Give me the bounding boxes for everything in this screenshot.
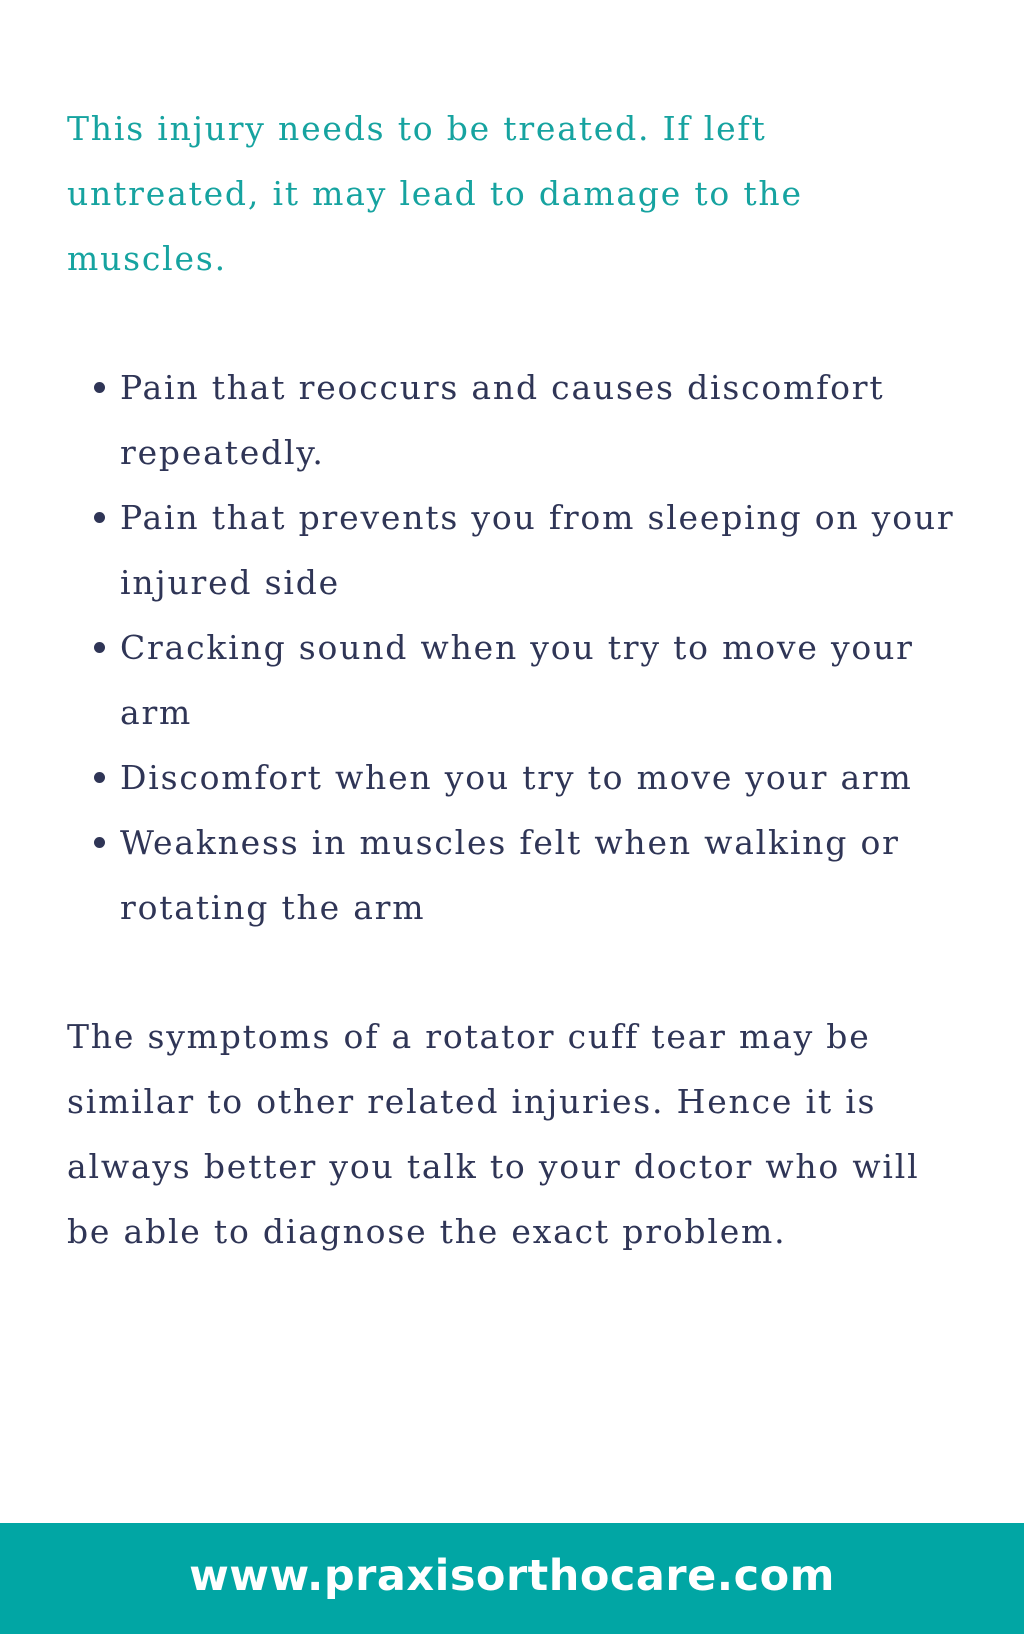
list-item (120, 355, 964, 485)
intro-paragraph: This injury needs to be treated. If left untreated, it may lead to damage to the muscles. (67, 109, 803, 278)
bullet-icon (94, 837, 105, 848)
closing-paragraph: The symptoms of a rotator cuff tear may be similar to other related injuries. Hence it is always better you talk to your doctor who will be able to diagnose the exact problem. (67, 1017, 920, 1251)
list-item-text: Cracking sound when you try to move your arm (120, 628, 914, 732)
list-item (120, 810, 964, 940)
footer-banner (0, 1523, 1024, 1634)
bullet-icon (94, 772, 105, 783)
symptom-list (67, 355, 964, 940)
list-item-text: Weakness in muscles felt when walking or rotating the arm (120, 823, 900, 927)
bullet-icon (94, 642, 105, 653)
list-item (120, 745, 964, 810)
bullet-icon (94, 512, 105, 523)
list-item (120, 485, 964, 615)
list-item (120, 615, 964, 745)
website-link[interactable]: www.praxisorthocare.com (189, 1550, 835, 1601)
article-content (67, 96, 964, 1264)
list-item-text: Pain that reoccurs and causes discomfort repeatedly. (120, 368, 885, 472)
bullet-icon (94, 382, 105, 393)
list-item-text: Pain that prevents you from sleeping on your injured side (120, 498, 955, 602)
list-item-text: Discomfort when you try to move your arm (120, 758, 913, 797)
